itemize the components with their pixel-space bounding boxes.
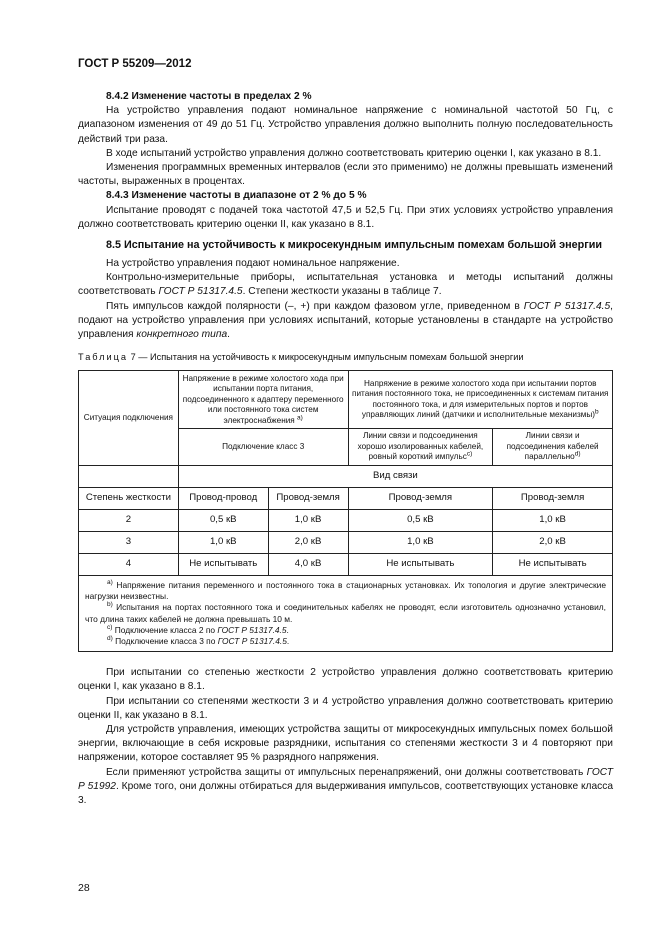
- text-run: . Кроме того, они должны отбираться для выдерживания импульсов, соответствующих установке класса 3.: [78, 780, 613, 806]
- section-8-4-3-paragraph-1: Испытание проводят с подачей тока частотой 47,5 и 52,5 Гц. При этих условиях устройство управления должно соответствовать критерию оценки II, как указано в 8.1.: [78, 204, 613, 230]
- after-table-paragraph-2: При испытании со степенями жесткости 3 и 4 устройство управления должно соответствовать критерию оценки II, как указано в 8.1.: [78, 695, 613, 721]
- empty-cell: [79, 465, 179, 487]
- after-table-paragraph-1: При испытании со степенью жесткости 2 устройство управления должно соответствовать критерию оценки I, как указано в 8.1.: [78, 667, 613, 693]
- after-table-paragraph-4: [78, 766, 613, 809]
- standard-reference: ГОСТ Р 51317.4.5: [217, 624, 287, 635]
- standard-reference: ГОСТ Р 51317.4.5: [217, 635, 287, 646]
- table-notes: [79, 575, 613, 651]
- table-caption-number: 7: [130, 352, 136, 363]
- cell-wire-ground-3: Не испытывать: [493, 553, 613, 575]
- section-8-5-paragraph-1: На устройство управления подают номинальное напряжение.: [106, 258, 400, 270]
- table-7-caption: [78, 350, 613, 364]
- header-wire-ground-2: Провод-земля: [348, 487, 493, 509]
- section-8-5-paragraph-3: [78, 300, 613, 343]
- table-7: [78, 370, 613, 652]
- section-8-4-2-paragraph-2: В ходе испытаний устройство управления должно соответствовать критерию оценки I, как указано в 8.1.: [106, 147, 602, 159]
- table-caption-label: Таблица: [78, 352, 129, 363]
- header-connection-kind: Вид связи: [178, 465, 612, 487]
- note-text: .: [286, 635, 290, 646]
- section-8-4-2-title: 8.4.2 Изменение частоты в пределах 2 %: [106, 91, 312, 102]
- after-table-paragraph-3: Для устройств управления, имеющих устройства защиты от микросекундных импульсных помех большой энергии, включающие в себя искровые разрядники, испытания со степенями жесткости 3 и 4 повторяют при напряжении, которое составляет 95 % разрядного напряжения.: [78, 723, 613, 764]
- table-note-a: [85, 580, 606, 602]
- table-note-c: [85, 625, 606, 636]
- footnote-mark: c): [466, 450, 473, 458]
- text-run: Если применяют устройства защиты от импульсных перенапряжений, они должны соответствовать: [106, 766, 587, 778]
- footnote-mark: b: [594, 408, 599, 416]
- table-note-b: [85, 602, 606, 624]
- footnote-mark: а): [297, 413, 303, 421]
- header-text: Линии связи и подсоединения кабелей параллельно: [506, 431, 599, 462]
- table-column-header-row: [79, 487, 613, 509]
- header-lines-parallel: [493, 429, 613, 466]
- table-caption-text: — Испытания на устойчивость к микросекундным импульсным помехам большой энергии: [135, 352, 524, 363]
- section-8-4-3-title: 8.4.3 Изменение частоты в диапазоне от 2 % до 5 %: [106, 190, 367, 202]
- section-8-4-2-paragraph-3: Изменения программных временных интервалов (если это применимо) не должны превышать изменений частоты, выраженных в процентах.: [78, 162, 613, 188]
- footnote-mark: c): [107, 623, 113, 631]
- footnote-mark: d): [574, 450, 581, 458]
- header-dc-measurement-ports: [348, 371, 612, 429]
- cell-wire-ground-2: 1,0 кВ: [348, 531, 493, 553]
- italic-text: конкретного типа: [136, 329, 228, 341]
- footnote-mark: b): [107, 601, 113, 609]
- cell-wire-ground-2: 0,5 кВ: [348, 509, 493, 531]
- section-8-4-2-paragraph-1: На устройство управления подают номинальное напряжение с номинальной частотой 50 Гц, с диапазоном изменения от 49 до 51 Гц. Устройство управления должно выполнить полную последовательность действий три раза.: [78, 105, 613, 145]
- header-degree: Степень жесткости: [79, 487, 179, 509]
- header-ac-dc-ports: [178, 371, 348, 429]
- header-wire-ground-1: Провод-земля: [268, 487, 348, 509]
- table-notes-row: [79, 575, 613, 651]
- footnote-mark: а): [107, 579, 113, 587]
- header-lines-isolated: [348, 429, 493, 466]
- cell-wire-ground-3: 1,0 кВ: [493, 509, 613, 531]
- header-situation: Ситуация подключения: [79, 371, 179, 466]
- table-header-row: [79, 371, 613, 429]
- cell-wire-ground-1: 1,0 кВ: [268, 509, 348, 531]
- cell-wire-ground-3: 2,0 кВ: [493, 531, 613, 553]
- table-row: [79, 509, 613, 531]
- page-number: 28: [78, 882, 90, 894]
- note-text: .: [286, 624, 289, 635]
- text-run: , подают на устройство управления при условиях испытаний, которые установлены в стандарте на устройство управления: [78, 300, 613, 341]
- cell-wire-wire: 1,0 кВ: [178, 531, 268, 553]
- header-text: Напряжение в режиме холостого хода при испытании порта питания, подсоединенного к адаптеру переменного или постоянного тока систем электроснабжения: [182, 373, 344, 425]
- standard-reference: ГОСТ Р 51992: [78, 766, 613, 792]
- page-content: [78, 90, 613, 808]
- standard-reference: ГОСТ Р 51317.4.5: [523, 300, 611, 312]
- cell-degree: 3: [79, 531, 179, 553]
- standard-reference: ГОСТ Р 51317.4.5: [158, 286, 243, 298]
- text-run: Пять импульсов каждой полярности (–, +) при каждом фазовом угле, приведенном в: [106, 300, 524, 312]
- table-kind-row: [79, 465, 613, 487]
- section-8-5-title: 8.5 Испытание на устойчивость к микросекундным импульсным помехам большой энергии: [106, 239, 603, 252]
- header-wire-wire: Провод-провод: [178, 487, 268, 509]
- header-class-3: Подключение класс 3: [178, 429, 348, 466]
- footnote-mark: d): [107, 635, 113, 643]
- table-note-d: [85, 636, 606, 647]
- note-text: Испытания на портах постоянного тока и соединительных кабелях не проводят, если изготовитель однозначно установил, что длина таких кабелей не должна превышать 10 м.: [85, 602, 606, 624]
- note-text: Подключение класса 2 по: [112, 624, 218, 635]
- text-run: .: [227, 329, 230, 341]
- text-run: . Степени жесткости указаны в таблице 7.: [242, 286, 442, 298]
- table-row: [79, 553, 613, 575]
- cell-degree: 4: [79, 553, 179, 575]
- cell-wire-ground-1: 2,0 кВ: [268, 531, 348, 553]
- cell-degree: 2: [79, 509, 179, 531]
- cell-wire-ground-2: Не испытывать: [348, 553, 493, 575]
- section-8-5-paragraph-2: [78, 271, 613, 299]
- header-text: Напряжение в режиме холостого хода при испытании портов питания постоянного тока, не присоединенных к системам питания постоянного тока, и для измерительных портов и портов управляющих линий (датчики и исполнительные механизмы): [352, 378, 609, 420]
- cell-wire-wire: Не испытывать: [178, 553, 268, 575]
- header-wire-ground-3: Провод-земля: [493, 487, 613, 509]
- note-text: Напряжение питания переменного и постоянного тока в стационарных установках. Их топология и другие электрические нагрузки неизвестны.: [85, 579, 606, 602]
- header-text: Линии связи и подсоединения хорошо изолированных кабелей, ровный короткий импульс: [357, 431, 484, 462]
- text-run: Контрольно-измерительные приборы, испытательная установка и методы испытаний должны соответствовать: [78, 272, 613, 298]
- document-header: ГОСТ Р 55209—2012: [78, 58, 192, 70]
- cell-wire-wire: 0,5 кВ: [178, 509, 268, 531]
- cell-wire-ground-1: 4,0 кВ: [268, 553, 348, 575]
- table-row: [79, 531, 613, 553]
- note-text: Подключение класса 3 по: [112, 635, 218, 646]
